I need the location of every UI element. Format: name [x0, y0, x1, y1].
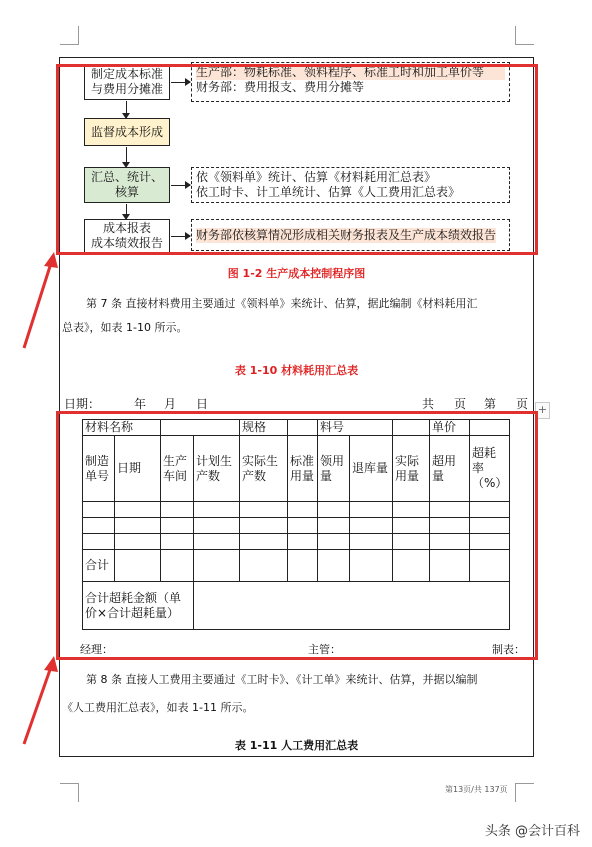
flow-note-finance-report: 财务部依核算情况形成相关财务报表及生产成本绩效报告	[191, 219, 510, 251]
highlight-box-flowchart	[56, 64, 538, 255]
highlight-arrow	[14, 652, 64, 752]
page-number: 第13页/共 137页	[445, 785, 508, 794]
add-row-button[interactable]: +	[535, 402, 550, 419]
header-order-no: 制造单号	[83, 436, 115, 502]
highlight-box-table	[56, 411, 538, 660]
table-2-caption: 表 1-11 人工费用汇总表	[234, 739, 359, 752]
header-returned: 退库量	[350, 436, 393, 502]
header-actual-qty: 实际生产数	[240, 436, 288, 502]
flow-step-summarize: 汇总、统计、 核算	[84, 167, 170, 203]
total-label: 合计	[83, 550, 115, 582]
manager-label: 经理：	[80, 643, 113, 656]
supervisor-label: 主管：	[308, 643, 341, 656]
maker-label: 制表：	[492, 643, 525, 656]
header-overuse-rate: 超耗率（%）	[470, 436, 510, 502]
header-overuse: 超用量	[430, 436, 470, 502]
flow-step-set-standards: 制定成本标准 与费用分摊准	[84, 64, 170, 100]
watermark: 头条 @会计百科	[484, 824, 580, 839]
date-row: 日期： 年 月 日 共 页 第 页	[64, 397, 529, 411]
highlight-arrow	[14, 248, 64, 358]
crop-mark	[515, 26, 534, 45]
flow-note-statistics: 依《领料单》统计、估算《材料耗用汇总表》 依工时卡、计工单统计、估算《人工费用汇总表》	[191, 167, 510, 203]
flow-step-monitor: 监督成本形成	[84, 118, 170, 146]
header-issued: 领用量	[318, 436, 350, 502]
table-caption: 表 1-10 材料耗用汇总表	[234, 364, 359, 377]
spec-label: 规格	[240, 420, 288, 436]
header-workshop: 生产车间	[161, 436, 194, 502]
article-8-paragraph: 第 8 条 直接人工费用主要通过《工时卡》、《计工单》来统计、估算，并据以编制 《人工费用汇总表》，如表 1-11 所示。	[62, 673, 478, 714]
header-planned-qty: 计划生产数	[194, 436, 240, 502]
unit-price-label: 单价	[430, 420, 470, 436]
header-date: 日期	[115, 436, 161, 502]
flow-step-report: 成本报表 成本绩效报告	[84, 219, 170, 253]
header-actual-usage: 实际用量	[393, 436, 430, 502]
header-standard-usage: 标准用量	[288, 436, 318, 502]
crop-mark	[60, 26, 79, 45]
flow-note-departments: 生产部：物耗标准、领料程序、标准工时和加工单价等 财务部：费用报支、费用分摊等	[191, 62, 510, 102]
material-name-label: 材料名称	[83, 420, 161, 436]
article-7-paragraph: 第 7 条 直接材料费用主要通过《领料单》来统计、估算，据此编制《材料耗用汇 总表》，如表 1-10 所示。	[62, 297, 478, 334]
crop-mark	[60, 783, 79, 802]
crop-mark	[515, 783, 534, 802]
figure-caption: 图 1-2 生产成本控制程序图	[227, 267, 366, 280]
part-number-label: 料号	[318, 420, 393, 436]
overrun-amount-label: 合计超耗金额（单价×合计超耗量）	[83, 582, 194, 630]
